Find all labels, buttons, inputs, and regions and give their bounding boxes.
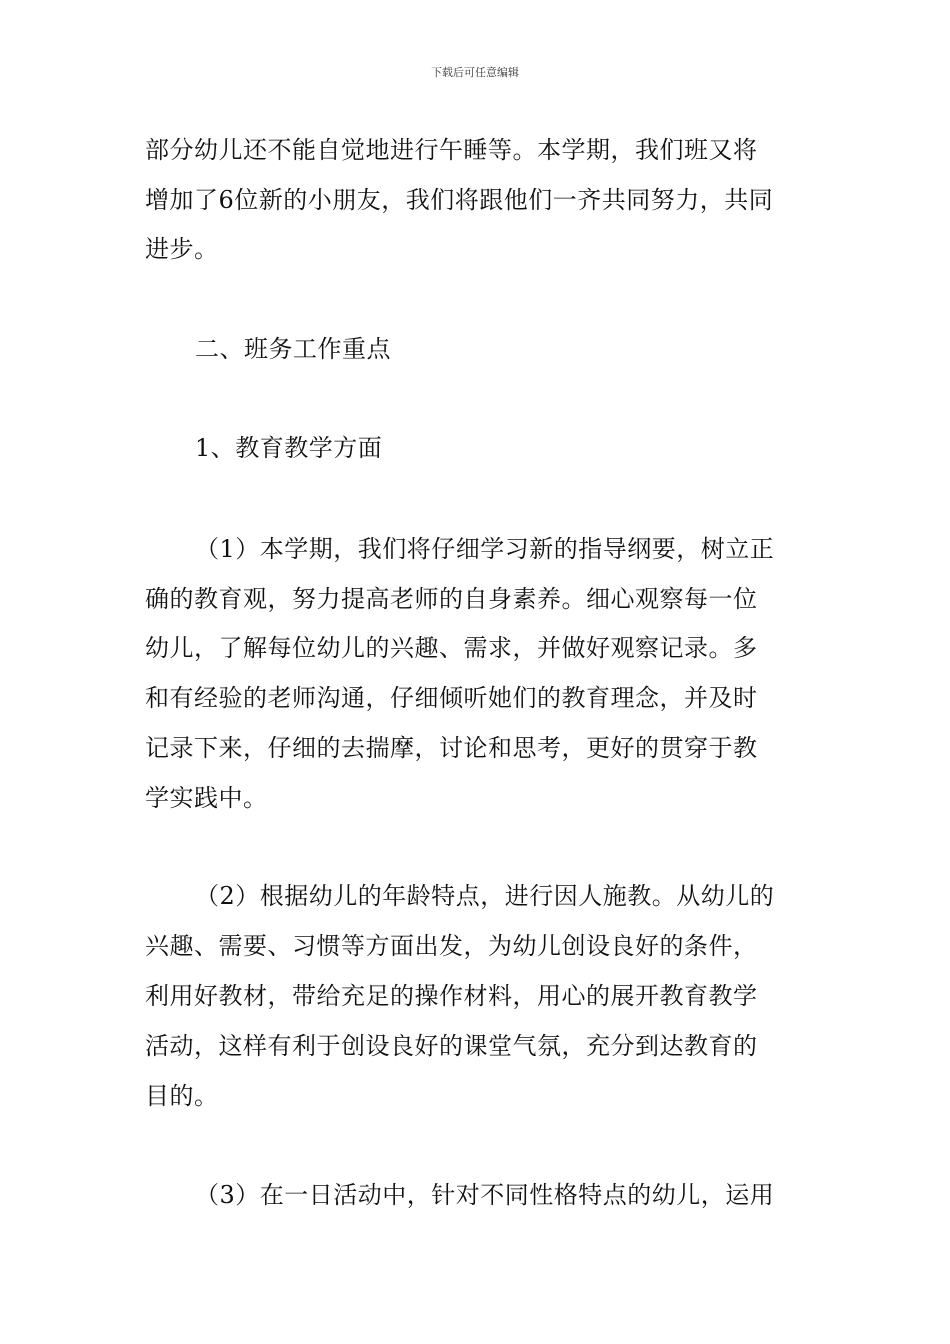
section-heading: 二、班务工作重点 — [195, 335, 391, 363]
paragraph-line: 幼儿，了解每位幼儿的兴趣、需求，并做好观察记录。多 — [145, 634, 758, 662]
paragraph-line: 部分幼儿还不能自觉地进行午睡等。本学期，我们班又将 — [145, 136, 758, 164]
paragraph-line: 利用好教材，带给充足的操作材料，用心的展开教育教学 — [145, 982, 758, 1010]
paragraph-line: 目的。 — [145, 1082, 219, 1110]
paragraph-line: 增加了6位新的小朋友，我们将跟他们一齐共同努力，共同 — [145, 186, 774, 214]
paragraph-line: （2）根据幼儿的年龄特点，进行因人施教。从幼儿的 — [195, 882, 775, 910]
paragraph-line: 活动，这样有利于创设良好的课堂气氛，充分到达教育的 — [145, 1032, 758, 1060]
paragraph-line: 确的教育观，努力提高老师的自身素养。细心观察每一位 — [145, 585, 758, 613]
paragraph-line: 和有经验的老师沟通，仔细倾听她们的教育理念，并及时 — [145, 684, 758, 712]
paragraph-line: 兴趣、需要、习惯等方面出发，为幼儿创设良好的条件， — [145, 932, 758, 960]
paragraph-line: （3）在一日活动中，针对不同性格特点的幼儿，运用 — [195, 1181, 775, 1209]
paragraph-line: 进步。 — [145, 235, 219, 263]
page-header: 下载后可任意编辑 — [431, 66, 519, 79]
paragraph-line: 记录下来，仔细的去揣摩，讨论和思考，更好的贯穿于教 — [145, 734, 758, 762]
subsection-heading: 1、教育教学方面 — [195, 434, 383, 462]
paragraph-line: （1）本学期，我们将仔细学习新的指导纲要，树立正 — [195, 535, 775, 563]
paragraph-line: 学实践中。 — [145, 784, 268, 812]
